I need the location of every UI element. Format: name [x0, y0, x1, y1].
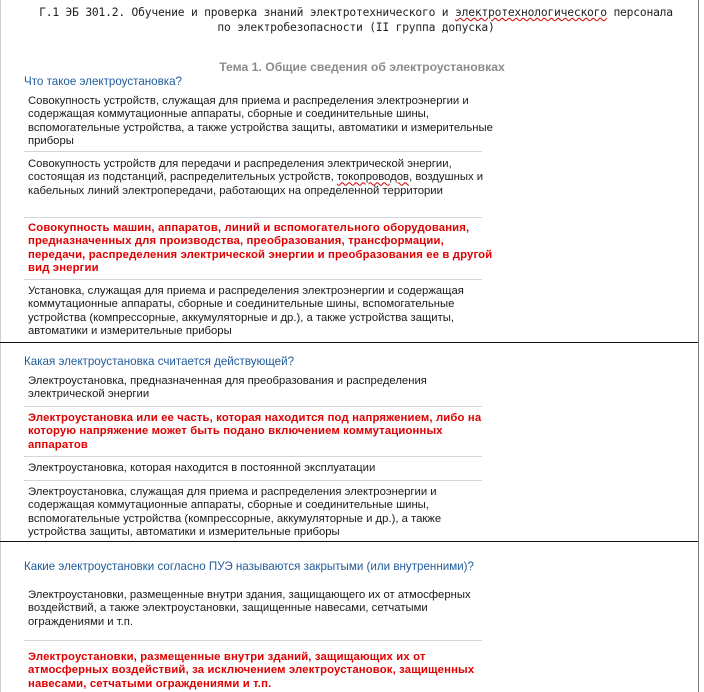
answer-separator: [24, 456, 482, 457]
answer-separator: [24, 640, 482, 641]
answer-separator: [24, 151, 482, 152]
page-edge-left: [0, 0, 1, 692]
answer-separator: [24, 480, 482, 481]
answer-separator: [24, 217, 482, 218]
header-line-1: [20, 5, 692, 20]
answer-1-1[interactable]: Совокупность устройств, служащая для приема и распределения электроэнергии и содержащая коммутационные аппараты, сборные и соединительные шины, вспомогательные устройства, а также устройства защиты, автоматики и измерительные приборы: [28, 95, 493, 147]
answer-1-2[interactable]: Совокупность устройств для передачи и распределения электрической энергии, состоящая из подстанций, распределительных устройств, токопроводов, воздушных и кабельных линий электропередачи, работающих на определенной территории: [28, 158, 484, 197]
document-header: [20, 5, 692, 35]
answer-3-2-correct[interactable]: Электроустановки, размещенные внутри зданий, защищающих их от атмосферных воздействий, за исключением электроустановок, защищенных навесами, сетчатыми ограждениями и т.п.: [28, 651, 475, 690]
answer-1-4[interactable]: Установка, служащая для приема и распределения электроэнергии и содержащая коммутационные аппараты, сборные и соединительные шины, вспомогательные устройства (компрессорные, аккумуляторные и др.), а также устройства защиты, автоматики и измерительные приборы: [28, 285, 464, 337]
answer-2-1[interactable]: Электроустановка, предназначенная для преобразования и распределения электрической энергии: [28, 375, 427, 401]
header-line-1-prefix: Г.1 ЭБ 301.2. Обучение и проверка знаний электротехнического и: [39, 6, 456, 19]
header-spellcheck-word: электротехнологического: [455, 6, 607, 19]
section-divider: [0, 342, 698, 343]
topic-title: Тема 1. Общие сведения об электроустановках: [219, 60, 505, 74]
answer-2-3[interactable]: Электроустановка, которая находится в постоянной эксплуатации: [28, 462, 376, 474]
header-line-2: по электробезопасности (II группа допуска): [217, 21, 495, 34]
page-edge-right: [698, 0, 699, 692]
question-1: Что такое электроустановка?: [24, 75, 182, 88]
question-2: Какая электроустановка считается действующей?: [24, 355, 295, 368]
answer-2-4[interactable]: Электроустановка, служащая для приема и распределения электроэнергии и содержащая коммутационные аппараты, сборные и соединительные шины, вспомогательные устройства (компрессорные, аккумуляторные и др.), а также устройства защиты, автоматики и измерительные приборы: [28, 486, 442, 538]
answer-2-2-correct[interactable]: Электроустановка или ее часть, которая находится под напряжением, либо на которую напряжение может быть подано включением коммутационных аппаратов: [28, 412, 482, 451]
answer-separator: [24, 406, 482, 407]
section-divider: [0, 541, 698, 542]
answer-separator: [24, 279, 482, 280]
header-line-1-suffix: персонала: [606, 6, 673, 19]
answer-1-3-correct[interactable]: Совокупность машин, аппаратов, линий и вспомогательного оборудования, предназначенных для производства, преобразования, трансформации, передачи, распределения электрической энергии и преобразования ее в другой вид энергии: [28, 222, 493, 274]
question-3: Какие электроустановки согласно ПУЭ называются закрытыми (или внутренними)?: [24, 560, 474, 573]
answer-3-1[interactable]: Электроустановки, размещенные внутри здания, защищающего их от атмосферных воздействий, а также электроустановки, защищенные навесами, сетчатыми ограждениями и т.п.: [28, 589, 471, 628]
